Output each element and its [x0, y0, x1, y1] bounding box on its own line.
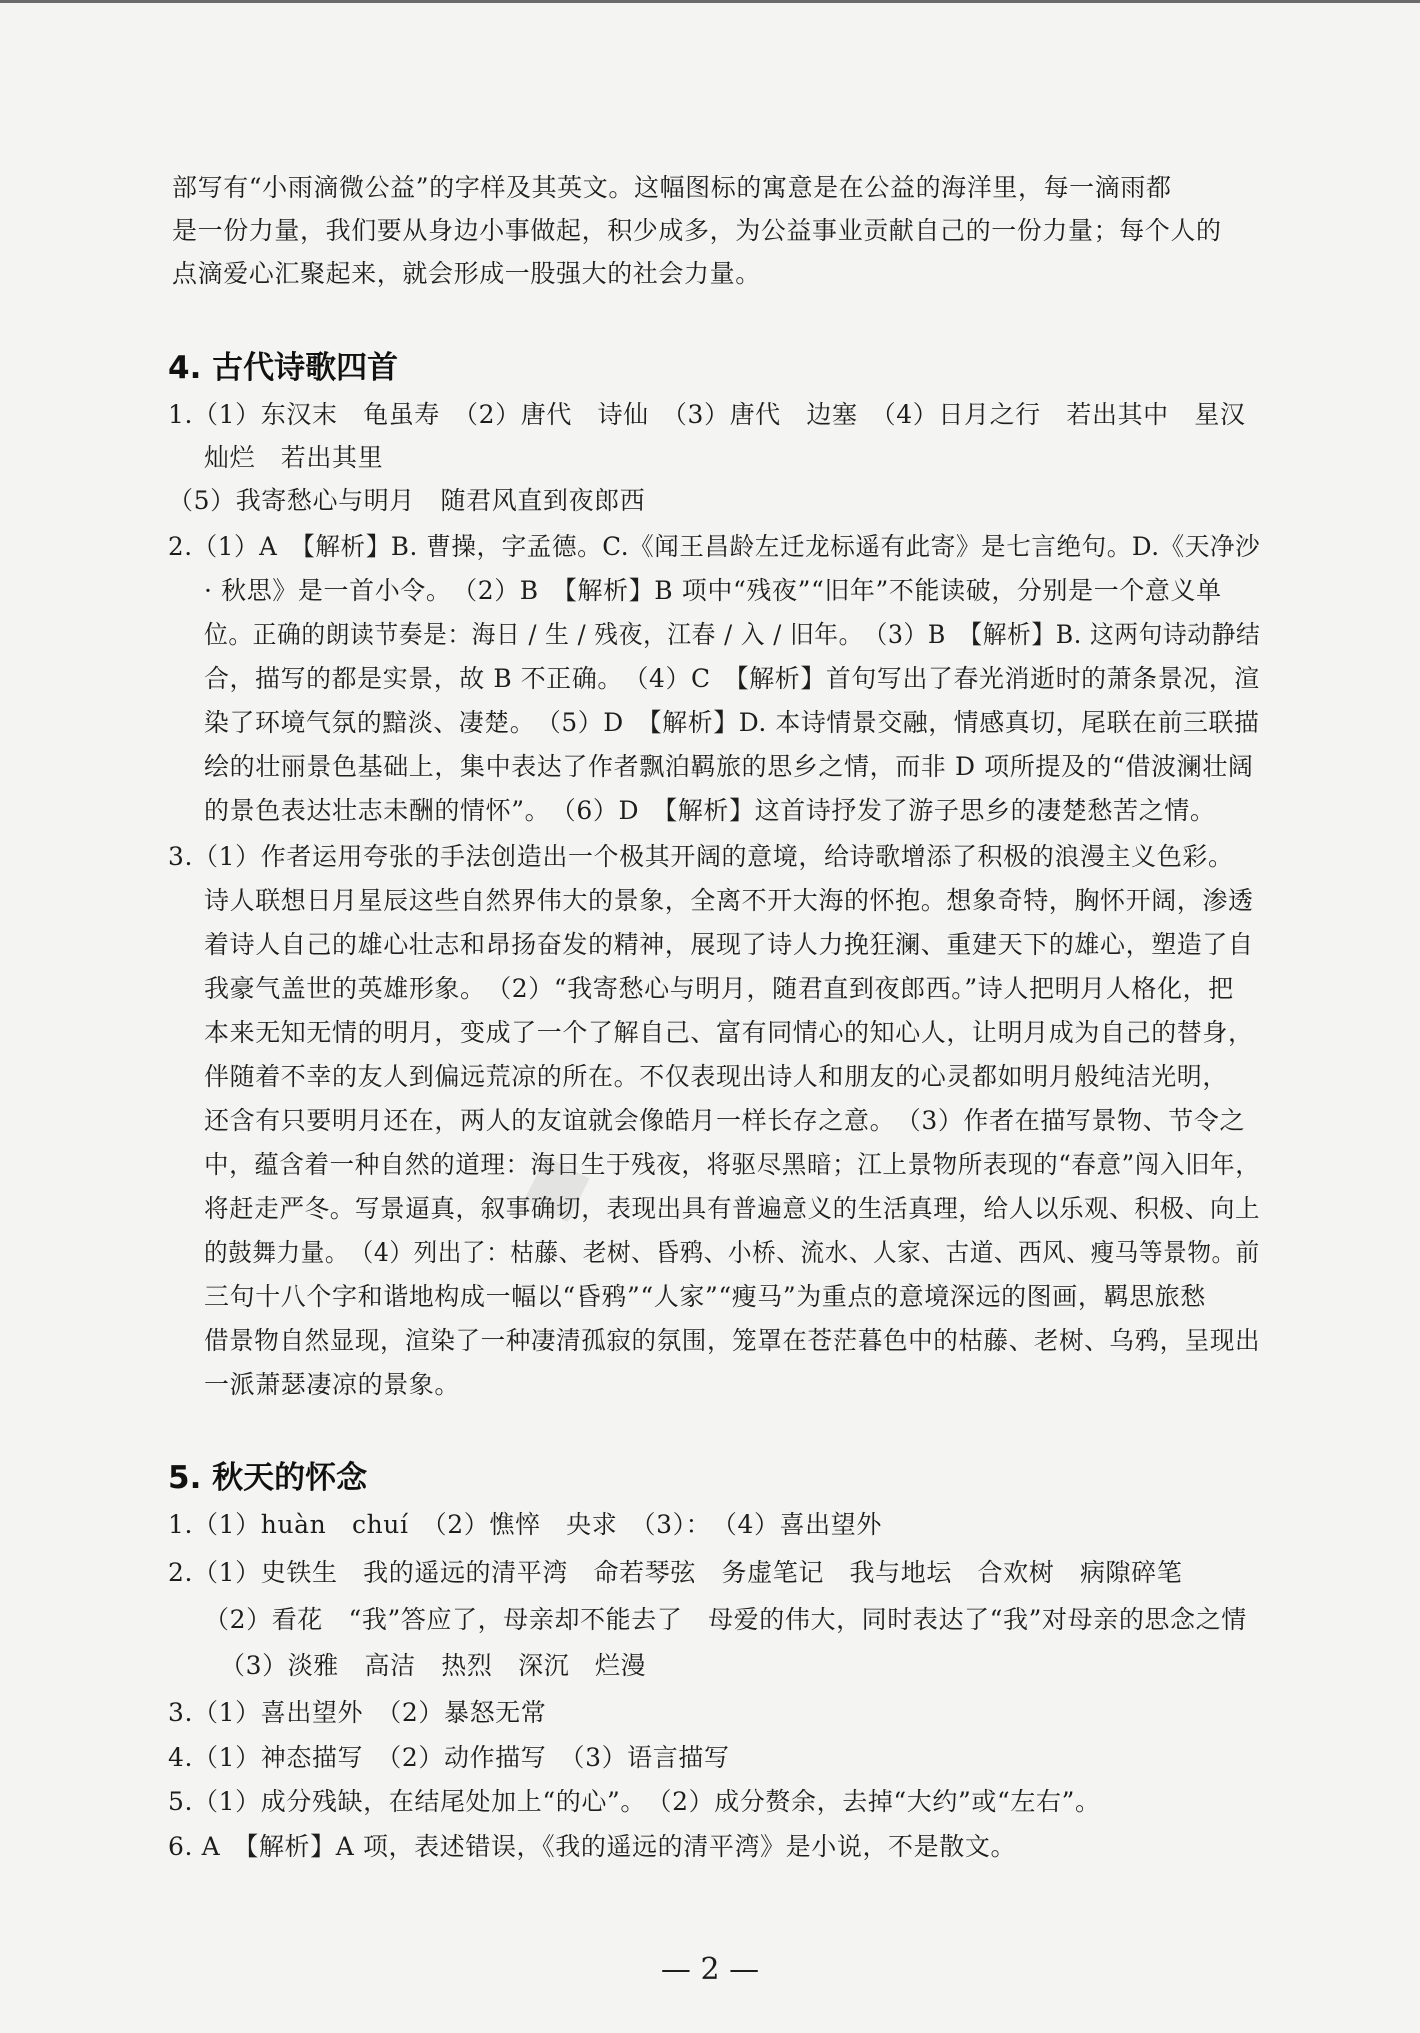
- s4-line: 的鼓舞力量。 （4）列出了：枯藤、老树、昏鸦、小桥、流水、人家、古道、西风、瘦马等景物。前: [204, 1238, 1260, 1267]
- intro-line-1: 部写有“小雨滴微公益”的字样及其英文。这幅图标的寓意是在公益的海洋里，每一滴雨都: [172, 173, 1172, 202]
- s4-line: · 秋思》是一首小令。 （2）B 【解析】B 项中“残夜”“旧年”不能读破，分别是一个意义单: [204, 576, 1222, 605]
- section-5-title: 5. 秋天的怀念: [168, 1460, 368, 1496]
- s4-line: 借景物自然显现，渲染了一种凄清孤寂的氛围，笼罩在苍茫暮色中的枯藤、老树、乌鸦，呈现出: [204, 1326, 1261, 1355]
- s4-line: 三句十八个字和谐地构成一幅以“昏鸦”“人家”“瘦马”为重点的意境深远的图画，羁思旅愁: [204, 1282, 1206, 1311]
- s4-line: 本来无知无情的明月，变成了一个了解自己、富有同情心的知心人，让明月成为自己的替身，: [204, 1018, 1254, 1047]
- s5-line: 6. A 【解析】A 项，表述错误，《我的遥远的清平湾》是小说，不是散文。: [168, 1832, 1017, 1861]
- s5-line: 1.（1）huàn chuí （2）憔悴 央求 （3）： （4）喜出望外: [168, 1510, 882, 1539]
- s4-line: 伴随着不幸的友人到偏远荒凉的所在。不仅表现出诗人和朋友的心灵都如明月般纯洁光明，: [204, 1062, 1229, 1091]
- s5-line: 2.（1）史铁生 我的遥远的清平湾 命若琴弦 务虚笔记 我与地坛 合欢树 病隙碎笔: [168, 1558, 1183, 1587]
- s4-line: 绘的壮丽景色基础上，集中表达了作者飘泊羁旅的思乡之情，而非 D 项所提及的“借波澜壮阔: [204, 752, 1254, 781]
- s4-line: 合，描写的都是实景，故 B 不正确。 （4）C 【解析】首句写出了春光消逝时的萧条景况，渲: [204, 664, 1260, 693]
- s4-line: 染了环境气氛的黯淡、凄楚。 （5）D 【解析】D. 本诗情景交融，情感真切，尾联在前三联描: [204, 708, 1260, 737]
- s4-line: 灿烂 若出其里: [204, 443, 384, 472]
- s5-line: 3.（1）喜出望外 （2）暴怒无常: [168, 1698, 547, 1727]
- s4-line: 一派萧瑟凄凉的景象。: [204, 1370, 461, 1399]
- page-number: — 2 —: [660, 1952, 760, 1987]
- s4-line: 我豪气盖世的英雄形象。 （2）“我寄愁心与明月，随君直到夜郎西。”诗人把明月人格化，把: [204, 974, 1234, 1003]
- s4-line: （5）我寄愁心与明月 随君风直到夜郎西: [168, 486, 646, 515]
- s4-line: 将赶走严冬。写景逼真，叙事确切，表现出具有普遍意义的生活真理，给人以乐观、积极、向上: [204, 1194, 1261, 1223]
- s4-line: 中，蕴含着一种自然的道理：海日生于残夜，将驱尽黑暗；江上景物所表现的“春意”闯入旧年，: [204, 1150, 1261, 1179]
- top-border-line: [0, 0, 1420, 3]
- s4-line: 位。正确的朗读节奏是：海日 / 生 / 残夜，江春 / 入 / 旧年。 （3）B 【解析】B. 这两句诗动静结: [204, 620, 1261, 649]
- s5-line: 4.（1）神态描写 （2）动作描写 （3）语言描写: [168, 1743, 730, 1772]
- s4-line: 1.（1）东汉末 龟虽寿 （2）唐代 诗仙 （3）唐代 边塞 （4）日月之行 若出其中 星汉: [168, 400, 1246, 429]
- section-4-title: 4. 古代诗歌四首: [168, 350, 399, 386]
- s4-line: 的景色表达壮志未酬的情怀”。 （6）D 【解析】这首诗抒发了游子思乡的凄楚愁苦之情。: [204, 796, 1216, 825]
- s4-line: 还含有只要明月还在，两人的友谊就会像皓月一样长存之意。 （3）作者在描写景物、节令之: [204, 1106, 1246, 1135]
- watermark-mark: ◆: [505, 1121, 604, 1244]
- s4-line: 2.（1）A 【解析】B. 曹操，字孟德。C.《闻王昌龄左迁龙标遥有此寄》是七言绝句。D.《天净沙: [168, 532, 1261, 561]
- s4-line: 诗人联想日月星辰这些自然界伟大的景象，全离不开大海的怀抱。想象奇特，胸怀开阔，渗透: [204, 886, 1254, 915]
- s5-line: 5.（1）成分残缺，在结尾处加上“的心”。 （2）成分赘余，去掉“大约”或“左右”。: [168, 1787, 1101, 1816]
- s5-line: （2）看花 “我”答应了，母亲却不能去了 母爱的伟大，同时表达了“我”对母亲的思念之情: [204, 1605, 1247, 1634]
- s5-line: （3）淡雅 高洁 热烈 深沉 烂漫: [220, 1651, 647, 1680]
- s4-line: 3.（1）作者运用夸张的手法创造出一个极其开阔的意境，给诗歌增添了积极的浪漫主义色彩。: [168, 842, 1234, 871]
- intro-line-2: 是一份力量，我们要从身边小事做起，积少成多，为公益事业贡献自己的一份力量；每个人的: [172, 216, 1222, 245]
- intro-line-3: 点滴爱心汇聚起来，就会形成一股强大的社会力量。: [172, 259, 761, 288]
- s4-line: 着诗人自己的雄心壮志和昂扬奋发的精神，展现了诗人力挽狂澜、重建天下的雄心，塑造了自: [204, 930, 1254, 959]
